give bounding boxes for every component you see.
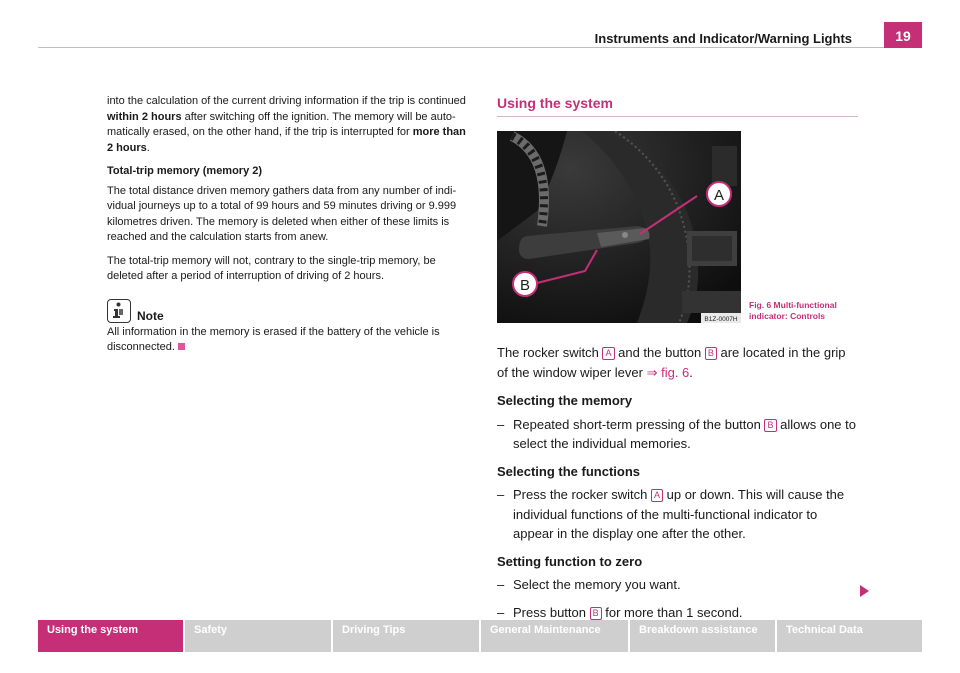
text-run: allows one to select the individual memories. — [513, 416, 856, 451]
paragraph-total-distance: The total distance driven memory gathers data from any number of indi-vidual journeys up to a total of 99 hours and 59 minutes driving or 9.999 kilometres driven. The memory is deleted when either of these limits is reached and the calculation starts from anew. — [107, 184, 457, 243]
section-end-icon — [178, 343, 185, 350]
step-item — [497, 575, 859, 595]
text-run: and the button — [614, 345, 705, 360]
text-run: are located in the grip of the window wiper lever — [497, 345, 846, 380]
callout-a-badge: A — [651, 489, 663, 502]
text-run: up or down. This will cause the individual functions of the multi-functional indicator to appear in the display one after the other. — [513, 487, 845, 541]
note-header — [107, 299, 467, 323]
page-header-title: Instruments and Indicator/Warning Lights — [594, 31, 852, 46]
callout-b-badge: B — [590, 607, 602, 620]
note-text — [107, 325, 467, 356]
note-icon — [107, 299, 131, 323]
note-title: Note — [137, 308, 164, 323]
tab-using-the-system[interactable]: Using the system — [38, 620, 183, 652]
text-run: . — [146, 141, 150, 154]
header-rule — [38, 47, 922, 48]
tab-general-maintenance[interactable]: General Maintenance — [481, 620, 628, 652]
figure-label-b: B — [519, 277, 531, 294]
heading-selecting-functions: Selecting the functions — [497, 463, 641, 479]
next-page-arrow-icon[interactable] — [860, 585, 869, 597]
text-run: after switching off the ignition. The memory will be auto-matically erased, on the other hand, if the trip is interrupted for — [107, 110, 456, 138]
figure-label-a: A — [713, 187, 725, 204]
step-item — [497, 485, 859, 544]
step-text — [513, 415, 859, 454]
tab-breakdown-assistance[interactable]: Breakdown assistance — [630, 620, 775, 652]
figure-caption: Fig. 6 Multi-functional indicator: Controls — [749, 300, 837, 321]
text-run: . — [689, 364, 693, 380]
page-number: 19 — [884, 22, 922, 48]
dash-marker: – — [497, 577, 505, 592]
tab-safety[interactable]: Safety — [185, 620, 331, 652]
figure-controls-image — [497, 131, 741, 323]
text-run: Press button — [513, 604, 590, 620]
right-column — [497, 343, 859, 630]
text-run: The rocker switch — [497, 345, 603, 360]
callout-b-badge: B — [705, 347, 717, 360]
note-text-run: All information in the memory is erased if the battery of the vehicle is disconnected. — [107, 325, 440, 353]
heading-setting-zero: Setting function to zero — [497, 553, 643, 569]
text-run: for more than 1 second. — [601, 604, 743, 620]
callout-b-badge: B — [764, 419, 776, 432]
footer-nav — [38, 620, 922, 652]
paragraph-continued — [107, 94, 467, 156]
dash-marker: – — [497, 416, 505, 432]
section-title: Using the system — [497, 95, 858, 117]
step-item — [497, 415, 859, 454]
figure-code: B1Z-0007H — [704, 316, 738, 323]
tab-driving-tips[interactable]: Driving Tips — [333, 620, 479, 652]
heading-selecting-memory: Selecting the memory — [497, 393, 633, 408]
subheading-total-trip: Total-trip memory (memory 2) — [107, 165, 263, 177]
bold-run: more than 2 hours — [107, 126, 466, 154]
step-text — [513, 485, 859, 544]
callout-a-badge: A — [602, 347, 614, 360]
bold-run: within 2 hours — [107, 110, 182, 123]
dash-marker: – — [497, 604, 505, 620]
tab-technical-data[interactable]: Technical Data — [777, 620, 922, 652]
figure-link[interactable]: ⇒ fig. 6 — [646, 364, 690, 380]
paragraph-total-trip: The total-trip memory will not, contrary to the single-trip memory, be deleted after a period of interruption of driving of 2 hours. — [107, 254, 436, 282]
paragraph-intro — [497, 343, 859, 382]
text-run: into the calculation of the current driving information if the trip is continued — [107, 95, 466, 107]
dash-marker: – — [497, 487, 505, 502]
text-run: Press the rocker switch — [513, 487, 651, 502]
step-text: Select the memory you want. — [513, 577, 681, 592]
left-column — [107, 94, 467, 364]
text-run: Repeated short-term pressing of the button — [513, 416, 765, 432]
